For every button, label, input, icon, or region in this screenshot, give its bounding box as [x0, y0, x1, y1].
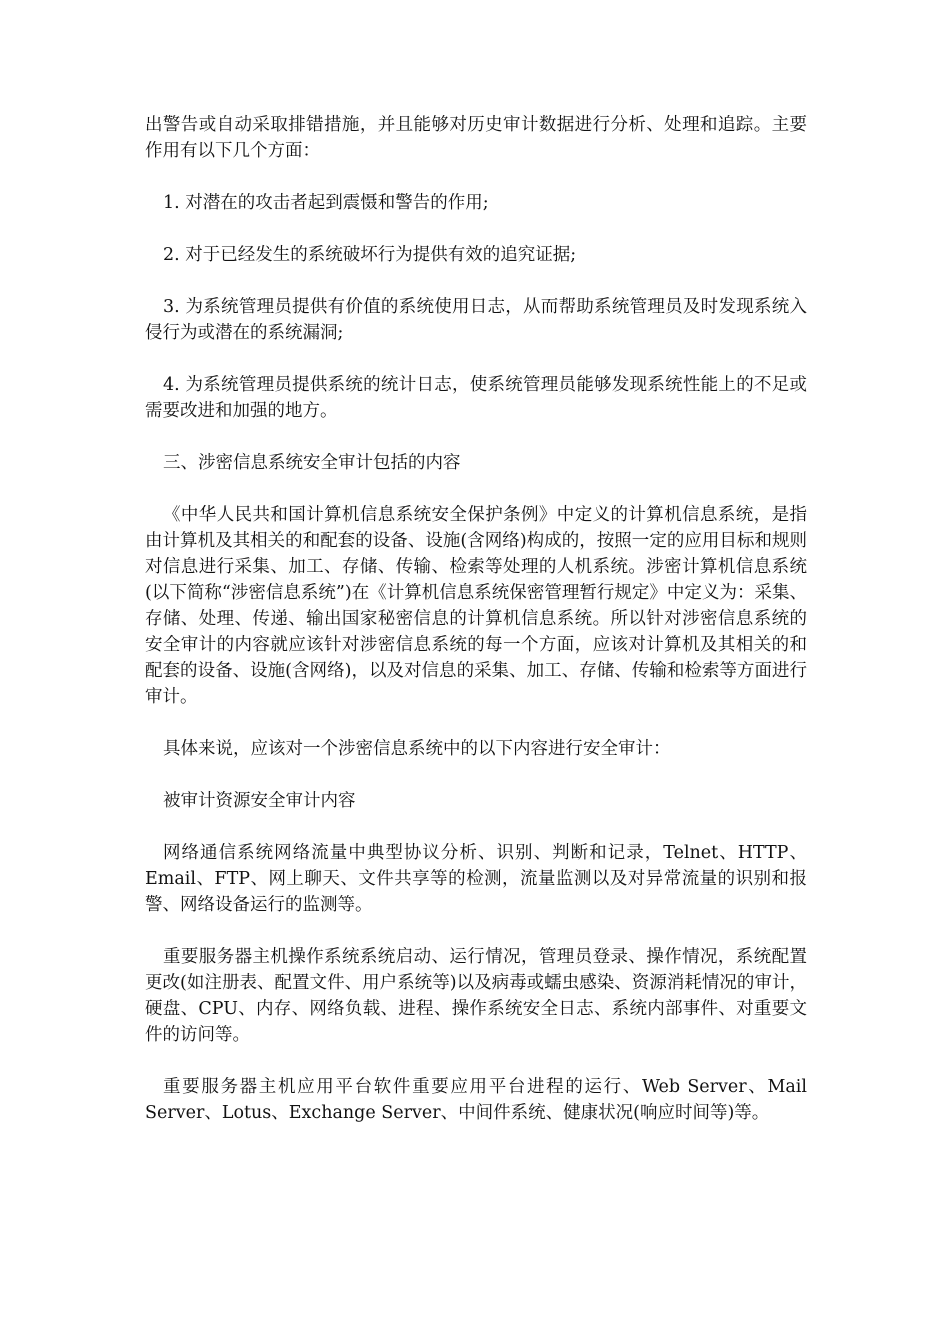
paragraph-network: 网络通信系统网络流量中典型协议分析、识别、判断和记录，Telnet、HTTP、Email、FTP、网上聊天、文件共享等的检测，流量监测以及对异常流量的识别和报警、网络设备运行的监测等。	[145, 843, 807, 915]
list-item-4: 4. 为系统管理员提供系统的统计日志，使系统管理员能够发现系统性能上的不足或需要改进和加强的地方。	[145, 375, 807, 421]
paragraph-audit-title: 被审计资源安全审计内容	[163, 791, 356, 811]
paragraph-server-app: 重要服务器主机应用平台软件重要应用平台进程的运行、Web Server、Mail Server、Lotus、Exchange Server、中间件系统、健康状况(响应时间等)等。	[145, 1077, 807, 1123]
paragraph-intro: 出警告或自动采取排错措施，并且能够对历史审计数据进行分析、处理和追踪。主要作用有以下几个方面：	[145, 115, 807, 161]
paragraph-specific: 具体来说，应该对一个涉密信息系统中的以下内容进行安全审计：	[163, 739, 671, 759]
paragraph-definition: 《中华人民共和国计算机信息系统安全保护条例》中定义的计算机信息系统，是指由计算机及其相关的和配套的设备、设施(含网络)构成的，按照一定的应用目标和规则对信息进行采集、加工、存储、传输、检索等处理的人机系统。涉密计算机信息系统(以下简称“涉密信息系统”)在《计算机信息系统保密管理暂行规定》中定义为：采集、存储、处理、传递、输出国家秘密信息的计算机信息系统。所以针对涉密信息系统的安全审计的内容就应该针对涉密信息系统的每一个方面，应该对计算机及其相关的和配套的设备、设施(含网络)，以及对信息的采集、加工、存储、传输和检索等方面进行审计。	[145, 505, 807, 707]
list-item-1: 1. 对潜在的攻击者起到震慑和警告的作用;	[163, 193, 489, 213]
document-page	[145, 112, 807, 1152]
list-item-3: 3. 为系统管理员提供有价值的系统使用日志，从而帮助系统管理员及时发现系统入侵行为或潜在的系统漏洞;	[145, 297, 807, 343]
list-item-2: 2. 对于已经发生的系统破坏行为提供有效的追究证据;	[163, 245, 577, 265]
paragraph-server-os: 重要服务器主机操作系统系统启动、运行情况，管理员登录、操作情况，系统配置更改(如注册表、配置文件、用户系统等)以及病毒或蠕虫感染、资源消耗情况的审计，硬盘、CPU、内存、网络负载、进程、操作系统安全日志、系统内部事件、对重要文件的访问等。	[145, 947, 807, 1045]
section-heading: 三、涉密信息系统安全审计包括的内容	[163, 453, 461, 473]
